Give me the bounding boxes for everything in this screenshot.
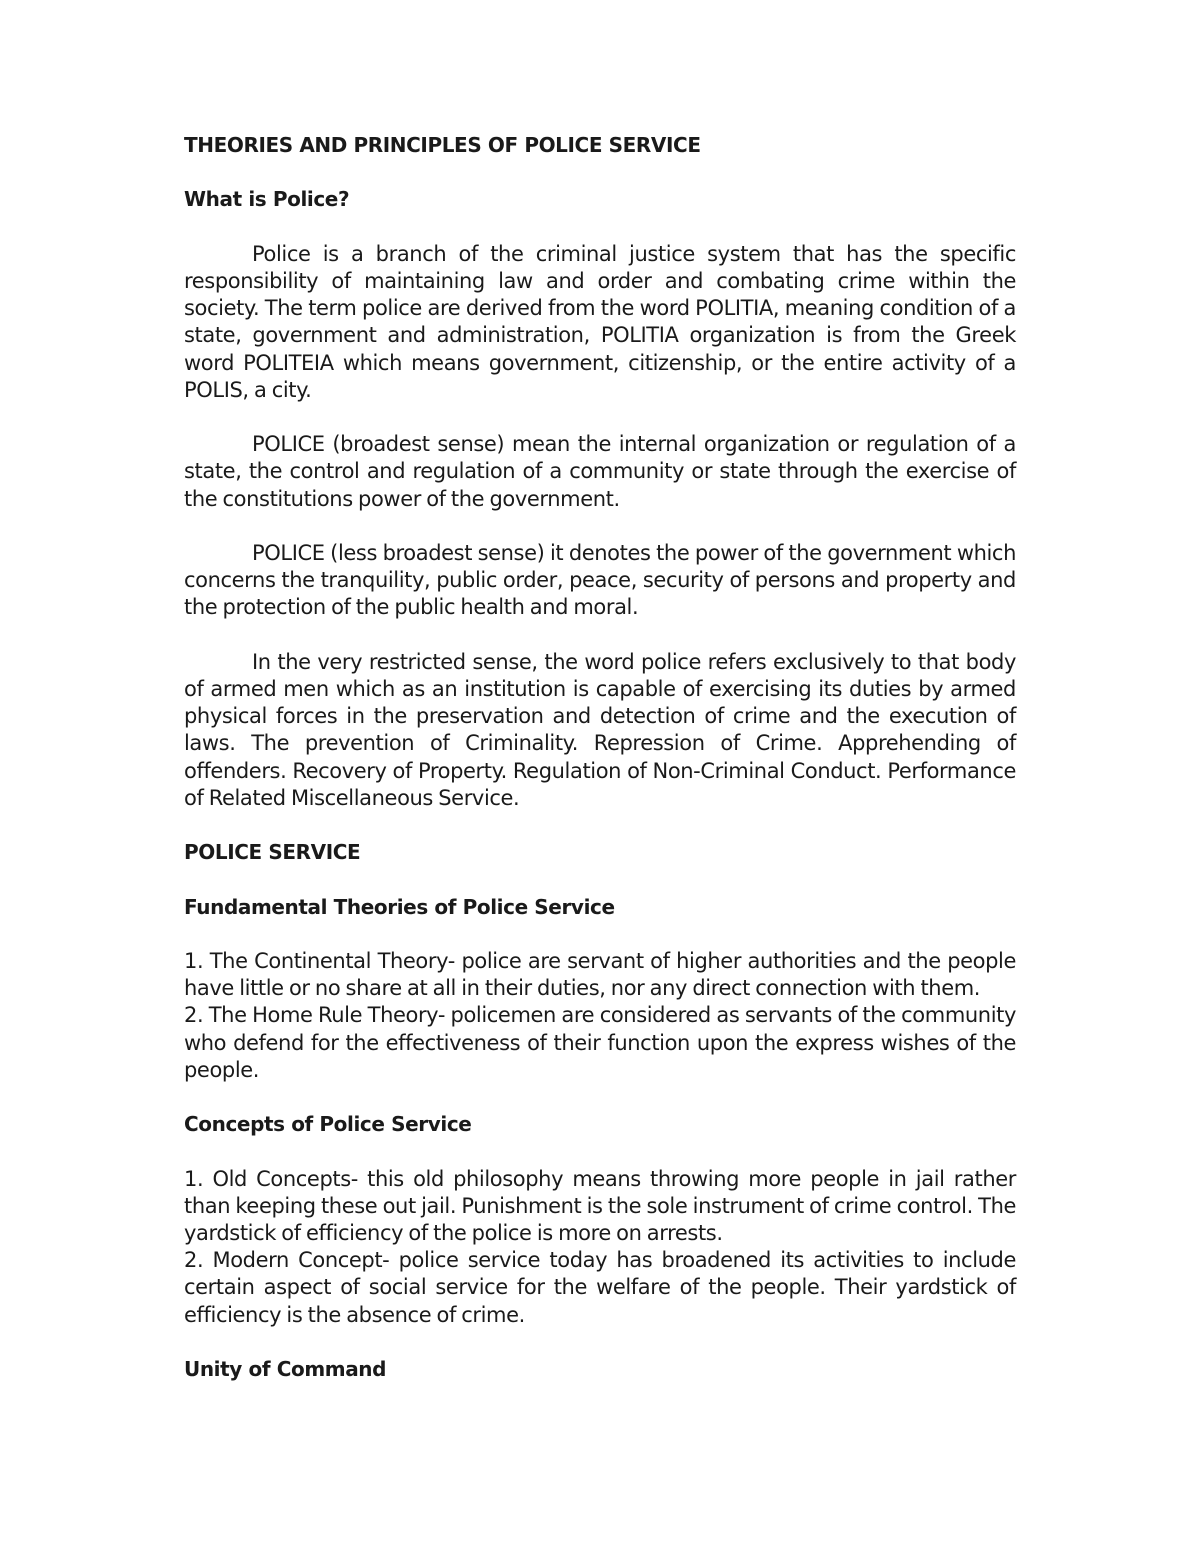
- list-item-old-concepts: 1. Old Concepts- this old philosophy means throwing more people in jail rather than keeping these out jail. Punishment is the sole instrument of crime control. The yardstick of efficiency of the police is more on arrests.: [184, 1166, 1016, 1245]
- heading-unity-of-command: Unity of Command: [184, 1356, 387, 1381]
- spacer: [184, 1329, 1016, 1356]
- paragraph-less-broadest-sense: POLICE (less broadest sense) it denotes the power of the government which concerns the tranquility, public order, peace, security of persons and property and the protection of the public health and moral.: [184, 540, 1016, 620]
- spacer: [184, 404, 1016, 431]
- heading-concepts: Concepts of Police Service: [184, 1112, 472, 1137]
- paragraph-definition: Police is a branch of the criminal justice system that has the specific responsibility of maintaining law and order and combating crime within the society. The term police are derived from the word POLITIA, meaning condition of a state, government and administration, POLITIA organization is from the Greek word POLITEIA which means government, citizenship, or the entire activity of a POLIS, a city.: [184, 241, 1016, 402]
- spacer: [184, 513, 1016, 540]
- spacer: [184, 866, 1016, 893]
- document-title: THEORIES AND PRINCIPLES OF POLICE SERVICE: [184, 133, 701, 157]
- spacer: [184, 622, 1016, 649]
- spacer: [184, 1084, 1016, 1111]
- list-item-modern-concept: 2. Modern Concept- police service today has broadened its activities to include certain aspect of social service for the welfare of the people. Their yardstick of efficiency is the absence of crime.: [184, 1248, 1016, 1327]
- spacer: [184, 921, 1016, 948]
- heading-police-service: POLICE SERVICE: [184, 840, 361, 865]
- list-item-home-rule-theory: 2. The Home Rule Theory- policemen are considered as servants of the community who defend for the effectiveness of their function upon the express wishes of the people.: [184, 1003, 1016, 1082]
- spacer: [184, 159, 1016, 186]
- spacer: [184, 812, 1016, 839]
- paragraph-broadest-sense: POLICE (broadest sense) mean the internal organization or regulation of a state, the control and regulation of a community or state through the exercise of the constitutions power of the government.: [184, 432, 1016, 511]
- heading-fundamental-theories: Fundamental Theories of Police Service: [184, 894, 615, 919]
- heading-what-is-police: What is Police?: [184, 187, 350, 212]
- paragraph-restricted-sense: In the very restricted sense, the word police refers exclusively to that body of armed men which as an institution is capable of exercising its duties by armed physical forces in the preservation and detection of crime and the execution of laws. The prevention of Criminality. Repression of Crime. Apprehending of offenders. Recovery of Property. Regulation of Non-Criminal Conduct. Performance of Related Miscellaneous Service.: [184, 649, 1016, 810]
- document-page: [184, 132, 1016, 1383]
- spacer: [184, 214, 1016, 241]
- list-item-continental-theory: 1. The Continental Theory- police are servant of higher authorities and the people have little or no share at all in their duties, nor any direct connection with them.: [184, 948, 1016, 1001]
- spacer: [184, 1138, 1016, 1165]
